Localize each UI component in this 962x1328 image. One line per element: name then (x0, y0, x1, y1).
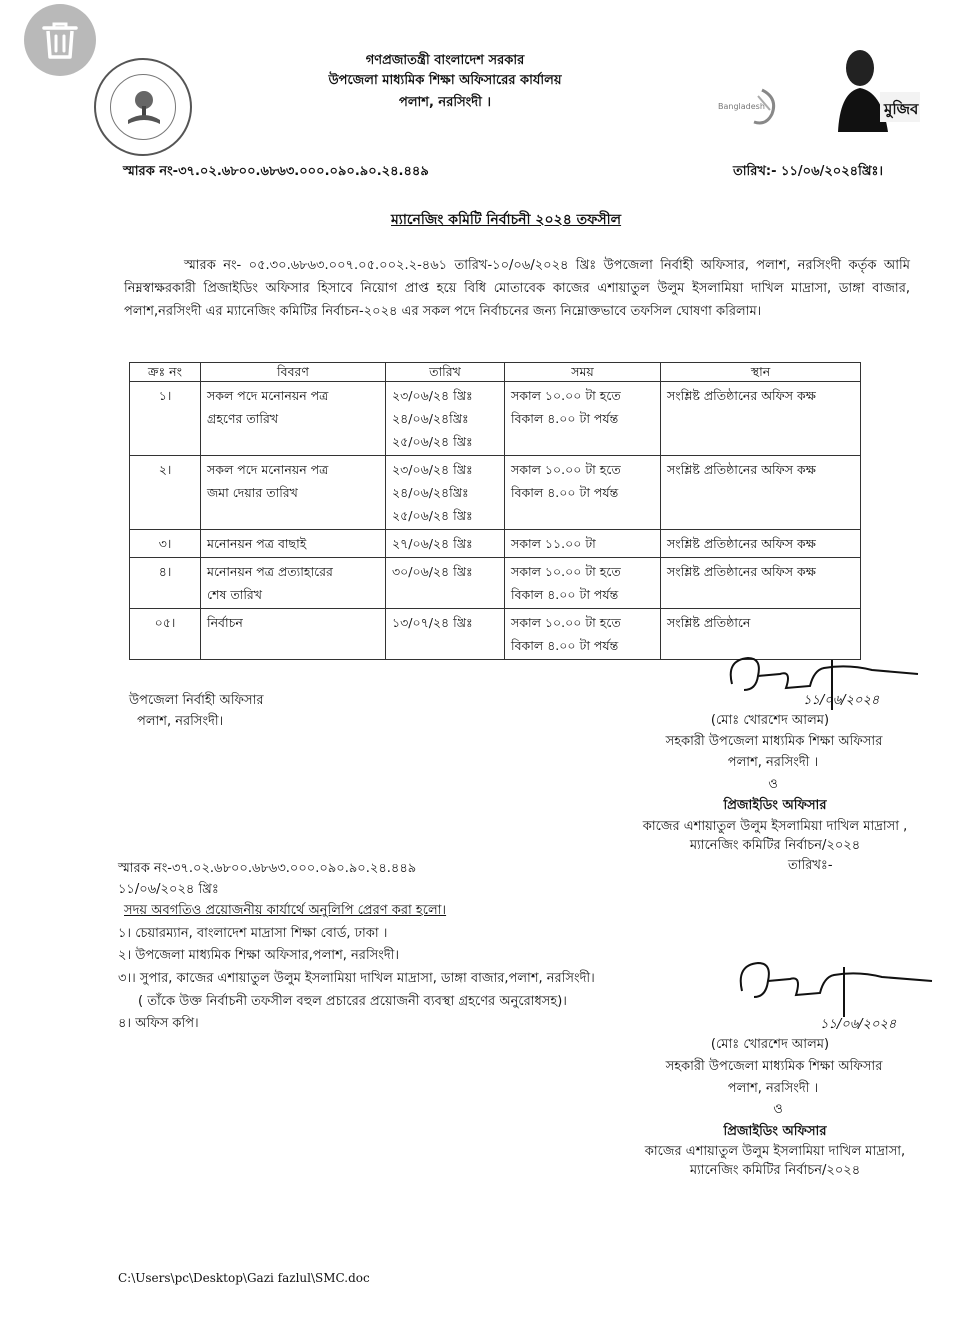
signatory-1-name: (মোঃ খোরশেদ আলম) (710, 713, 830, 728)
row-serial: ৩। (130, 530, 201, 558)
addressee-place: পলাশ, নরসিংদী। (137, 714, 224, 729)
signatory-2-institution: কাজের এশায়াতুল উলুম ইসলামিয়া দাখিল মাদ্রাসা, (644, 1144, 906, 1159)
memo-number: স্মারক নং-৩৭.০২.৬৮০০.৬৮৬৩.০০০.০৯০.৯০.২৪.৪৪৯ (123, 164, 429, 179)
row-place: সংশ্লিষ্ট প্রতিষ্ঠানের অফিস কক্ষ (661, 558, 861, 609)
row-place: সংশ্লিষ্ট প্রতিষ্ঠানের অফিস কক্ষ (661, 382, 861, 456)
row-time: সকাল ১১.০০ টা (505, 530, 661, 558)
row-dates: ২৭/০৬/২৪ খ্রিঃ (386, 530, 505, 558)
row-dates: ২৩/০৬/২৪ খ্রিঃ ২৪/০৬/২৪খ্রিঃ ২৫/০৬/২৪ খ্রিঃ (386, 382, 505, 456)
table-row (130, 558, 861, 609)
office-seal-logo (94, 58, 192, 156)
col-header-description: বিবরণ (201, 363, 386, 382)
table-row (130, 530, 861, 558)
signatory-1-election: ম্যানেজিং কমিটির নির্বাচন/২০২৪ (689, 838, 861, 853)
trash-icon (41, 20, 79, 60)
signatory-2-election: ম্যানেজিং কমিটির নির্বাচন/২০২৪ (689, 1163, 861, 1178)
addressee-title: উপজেলা নির্বাহী অফিসার (129, 693, 264, 708)
signature-2-date: ১১/০৬/২০২৪ (820, 1017, 897, 1032)
row-description: সকল পদে মনোনয়ন পত্র গ্রহণের তারিখ (201, 382, 386, 456)
row-place: সংশ্লিষ্ট প্রতিষ্ঠানের অফিস কক্ষ (661, 456, 861, 530)
row-serial: ২। (130, 456, 201, 530)
copy-heading: সদয় অবগতিও প্রয়োজনীয় কার্যার্থে অনুলিপি প্রেরণ করা হলো। (124, 903, 447, 918)
row-dates: ২৩/০৬/২৪ খ্রিঃ ২৪/০৬/২৪খ্রিঃ ২৫/০৬/২৪ খ্রিঃ (386, 456, 505, 530)
row-time: সকাল ১০.০০ টা হতে বিকাল ৪.০০ টা পর্যন্ত (505, 456, 661, 530)
delete-button[interactable] (24, 4, 96, 76)
schedule-title: ম্যানেজিং কমিটি নির্বাচনী ২০২৪ তফসীল (391, 212, 622, 228)
table-header-row (130, 363, 861, 382)
copy-item-note: ( তাঁকে উক্ত নির্বাচনী তফসীল বহুল প্রচারের প্রয়োজনী ব্যবস্থা গ্রহণের অনুরোধসহ)। (138, 994, 567, 1009)
row-place: সংশ্লিষ্ট প্রতিষ্ঠানে (661, 609, 861, 660)
bangladesh-logo: Bangladesh (718, 84, 788, 130)
memo-date: তারিখ:- ১১/০৬/২০২৪খ্রিঃ। (733, 164, 884, 179)
copy-item: ৩।। সুপার, কাজের এশায়াতুল উলুম ইসলামিয়া দাখিল মাদ্রাসা, ডাঙ্গা বাজার,পলাশ, নরসিংদী। (118, 971, 595, 986)
row-serial: ১। (130, 382, 201, 456)
schedule-table (129, 362, 861, 660)
row-description: নির্বাচন (201, 609, 386, 660)
row-time: সকাল ১০.০০ টা হতে বিকাল ৪.০০ টা পর্যন্ত (505, 382, 661, 456)
signatory-2-title: সহকারী উপজেলা মাধ্যমিক শিক্ষা অফিসার (665, 1059, 883, 1074)
row-serial: ৪। (130, 558, 201, 609)
header-location: পলাশ, নরসিংদী । (399, 95, 491, 110)
signatory-2-place: পলাশ, নরসিংদী । (727, 1081, 819, 1096)
copy-item: ৪। অফিস কপি। (118, 1016, 199, 1031)
copy-item: ২। উপজেলা মাধ্যমিক শিক্ষা অফিসার,পলাশ, নরসিংদী। (118, 948, 400, 963)
announcement-paragraph: স্মারক নং- ০৫.৩০.৬৮৬৩.০০৭.০৫.০০২.২-৪৬১ তারিখ-১০/০৬/২০২৪ খ্রিঃ উপজেলা নির্বাহী অফিসার, পলাশ, নরসিংদী কর্তৃক আমি নিম্নস্বাক্ষরকারী প্রিজাইডিং অফিসার হিসাবে নিয়োগ প্রাপ্ত হয়ে বিধি মোতাবেক কাজের এশায়াতুল উলুম ইসলামিয়া দাখিল মাদ্রাসা, ডাঙ্গা বাজার, পলাশ,নরসিংদী এর ম্যানেজিং কমিটির নির্বাচন-২০২৪ এর সকল পদে নির্বাচনের জন্য নিম্নোক্তভাবে তফসিল ঘোষণা করিলাম। (124, 258, 910, 319)
signatory-1-title: সহকারী উপজেলা মাধ্যমিক শিক্ষা অফিসার (665, 734, 883, 749)
signatory-2-name: (মোঃ খোরশেদ আলম) (710, 1037, 830, 1052)
signatory-1-institution: কাজের এশায়াতুল উলুম ইসলামিয়া দাখিল মাদ্রাসা , (642, 819, 908, 834)
signatory-2-and: ও (773, 1102, 783, 1117)
row-place: সংশ্লিষ্ট প্রতিষ্ঠানের অফিস কক্ষ (661, 530, 861, 558)
row-description: মনোনয়ন পত্র প্রত্যাহারের শেষ তারিখ (201, 558, 386, 609)
row-description: সকল পদে মনোনয়ন পত্র জমা দেয়ার তারিখ (201, 456, 386, 530)
header-government: গণপ্রজাতন্ত্রী বাংলাদেশ সরকার (365, 53, 525, 68)
row-time: সকাল ১০.০০ টা হতে বিকাল ৪.০০ টা পর্যন্ত (505, 558, 661, 609)
row-dates: ১৩/০৭/২৪ খ্রিঃ (386, 609, 505, 660)
portrait-logo: মুজিব (830, 46, 926, 132)
copy-date: ১১/০৬/২০২৪ খ্রিঃ (118, 882, 219, 897)
signatory-1-role: প্রিজাইডিং অফিসার (723, 798, 827, 813)
signatory-1-and: ও (768, 777, 778, 792)
signature-1-date: ১১/০৬/২০২৪ (803, 693, 880, 708)
col-header-serial: ক্রঃ নং (130, 363, 201, 382)
copy-item: ১। চেয়ারম্যান, বাংলাদেশ মাদ্রাসা শিক্ষা বোর্ড, ঢাকা । (118, 926, 388, 941)
signatory-1-place: পলাশ, নরসিংদী । (727, 755, 819, 770)
signatory-2-role: প্রিজাইডিং অফিসার (723, 1124, 827, 1139)
header-office: উপজেলা মাধ্যমিক শিক্ষা অফিসারের কার্যালয় (328, 73, 562, 88)
copy-memo-number: স্মারক নং-৩৭.০২.৬৮০০.৬৮৬৩.০০০.০৯০.৯০.২৪.৪৪৯ (118, 861, 417, 876)
footer-file-path: C:\Users\pc\Desktop\Gazi fazlul\SMC.doc (118, 1271, 370, 1285)
row-time: সকাল ১০.০০ টা হতে বিকাল ৪.০০ টা পর্যন্ত (505, 609, 661, 660)
row-dates: ৩০/০৬/২৪ খ্রিঃ (386, 558, 505, 609)
table-row (130, 456, 861, 530)
col-header-time: সময় (505, 363, 661, 382)
table-row (130, 382, 861, 456)
signatory-1-date-label: তারিখঃ- (788, 858, 833, 873)
signature-2 (732, 955, 942, 1025)
col-header-date: তারিখ (386, 363, 505, 382)
row-serial: ০৫। (130, 609, 201, 660)
row-description: মনোনয়ন পত্র বাছাই (201, 530, 386, 558)
col-header-place: স্থান (661, 363, 861, 382)
